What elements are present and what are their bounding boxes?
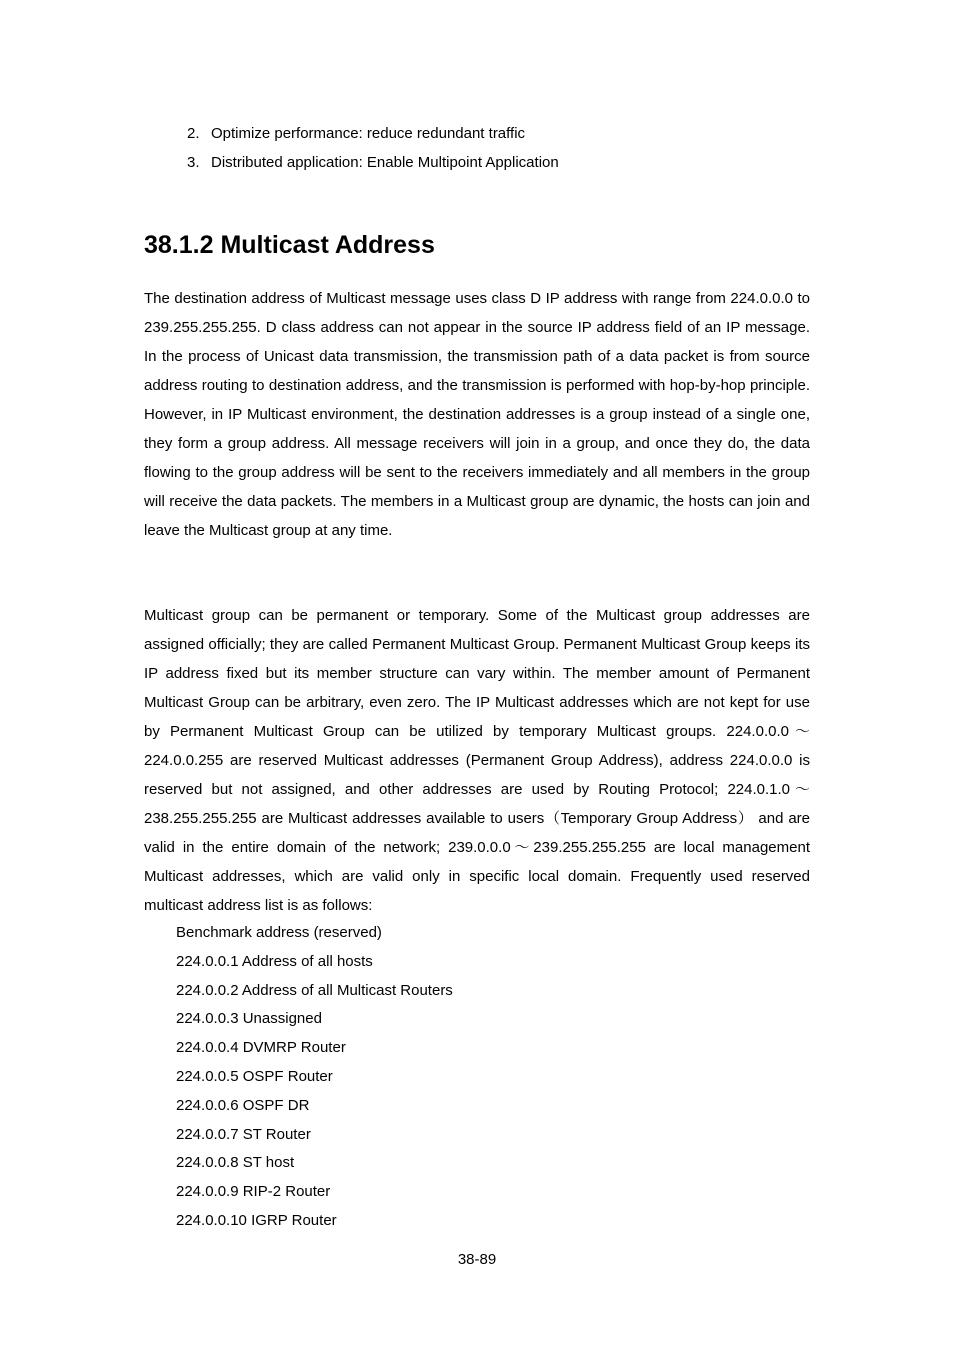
list-item: Benchmark address (reserved) (176, 924, 382, 941)
list-item-text: Optimize performance: reduce redundant traffic (211, 125, 526, 142)
list-item: 224.0.0.7 ST Router (176, 1125, 311, 1143)
reserved-address-list (176, 919, 453, 1236)
list-item: 224.0.0.10 IGRP Router (176, 1211, 337, 1229)
document-page (144, 0, 810, 1350)
list-item: 224.0.0.6 OSPF DR (176, 1096, 310, 1114)
list-item: 224.0.0.8 ST host (176, 1154, 295, 1172)
list-item (187, 148, 559, 177)
list-item: 224.0.0.5 OSPF Router (176, 1067, 333, 1085)
list-item: 224.0.0.9 RIP-2 Router (176, 1183, 331, 1201)
list-item: 224.0.0.2 Address of all Multicast Routers (176, 981, 453, 999)
paragraph-destination-address: The destination address of Multicast message uses class D IP address with range from 224.0.0.0 to 239.255.255.255. D class address can not appear in the source IP address field of an IP message. In the process of Unicast data transmission, the transmission path of a data packet is from source address routing to destination address, and the transmission is performed with hop-by-hop principle. However, in IP Multicast environment, the destination addresses is a group instead of a single one, they form a group address. All message receivers will join in a group, and once they do, the data flowing to the group address will be sent to the receivers immediately and all members in the group will receive the data packets. The members in a Multicast group are dynamic, the hosts can join and leave the Multicast group at any time. (144, 290, 810, 539)
paragraph-multicast-group: Multicast group can be permanent or temporary. Some of the Multicast group addresses are assigned officially; they are called Permanent Multicast Group. Permanent Multicast Group keeps its IP address fixed but its member structure can vary within. The member amount of Permanent Multicast Group can be arbitrary, even zero. The IP Multicast addresses which are not kept for use by Permanent Multicast Group can be utilized by temporary Multicast groups. 224.0.0.0～224.0.0.255 are reserved Multicast addresses (Permanent Group Address), address 224.0.0.0 is reserved but not assigned, and other addresses are used by Routing Protocol; 224.0.1.0～238.255.255.255 are Multicast addresses available to users（Temporary Group Address） and are valid in the entire domain of the network; 239.0.0.0～239.255.255.255 are local management Multicast addresses, which are valid only in specific local domain. Frequently used reserved multicast address list is as follows: (144, 607, 810, 914)
list-item: 224.0.0.4 DVMRP Router (176, 1039, 346, 1057)
numbered-list (187, 119, 559, 177)
list-item: 224.0.0.1 Address of all hosts (176, 952, 373, 970)
page-number: 38-89 (457, 1251, 497, 1268)
list-item: 224.0.0.3 Unassigned (176, 1010, 322, 1028)
section-heading: 38.1.2 Multicast Address (144, 231, 435, 259)
list-item-number: 3. (187, 154, 200, 171)
list-item (187, 119, 559, 148)
list-item-text: Distributed application: Enable Multipoint Application (211, 154, 559, 171)
list-item-number: 2. (187, 125, 200, 142)
